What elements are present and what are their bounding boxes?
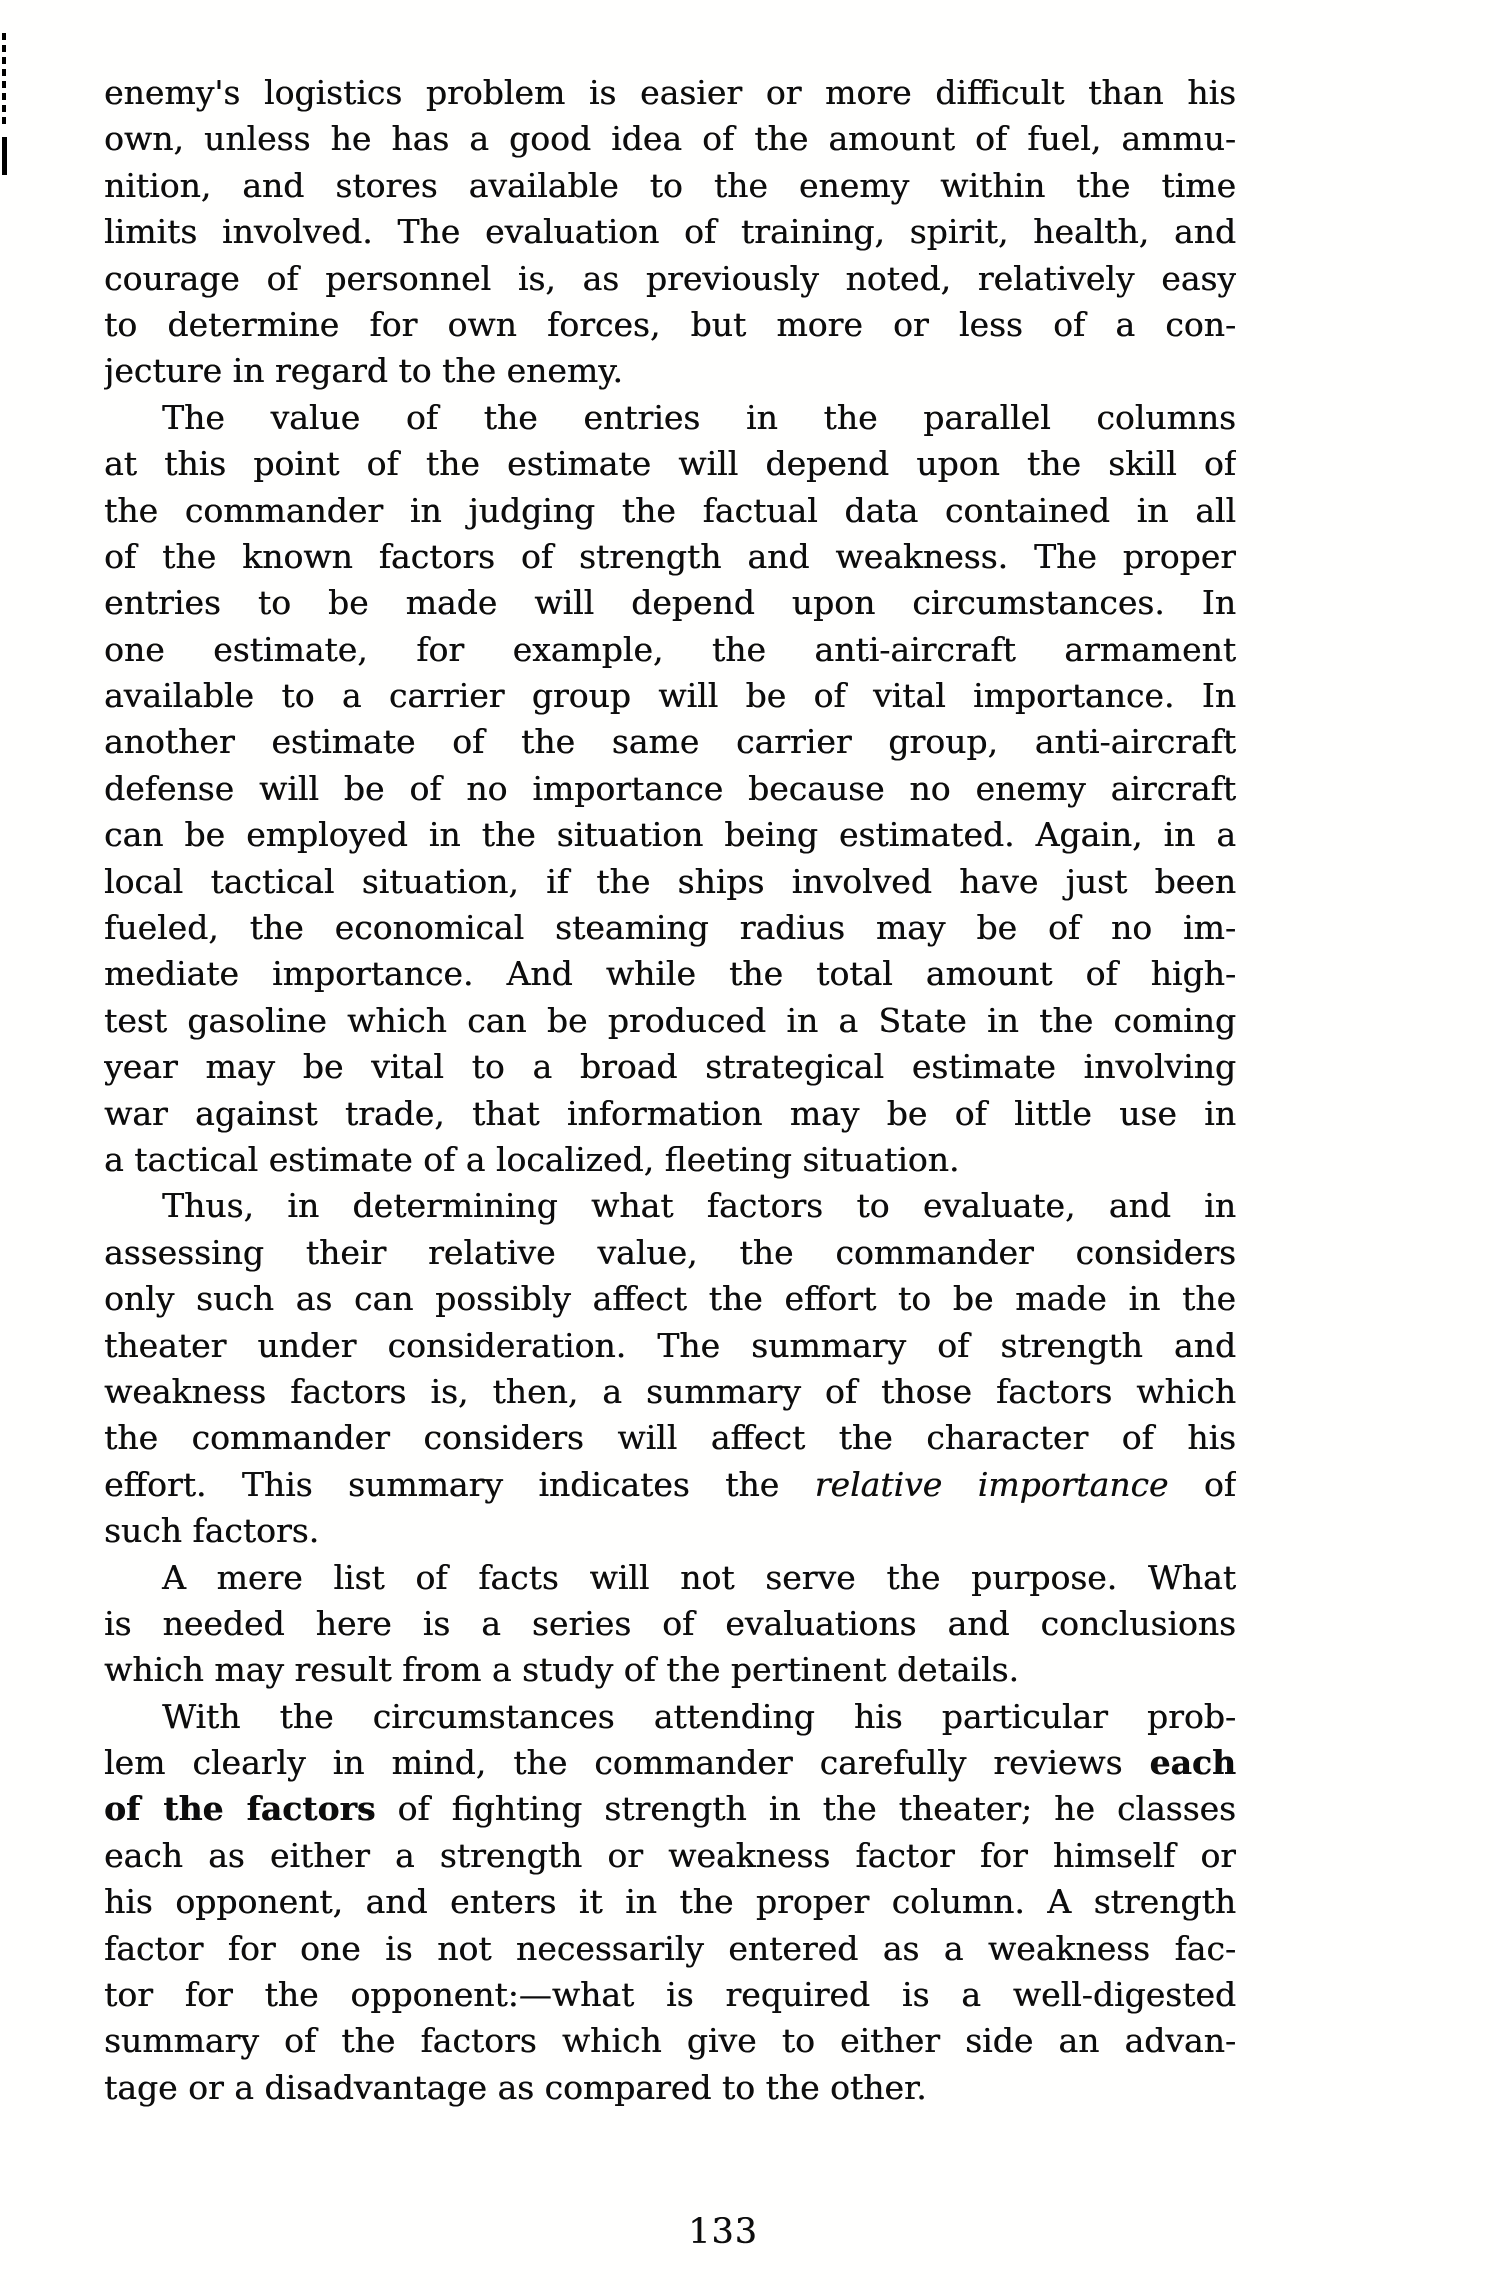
text-run: is needed here is a series of evaluations and conclusions [104,1603,1236,1643]
scan-artifact-top [2,33,6,129]
text-line [104,766,1236,812]
text-run: mediate importance. And while the total amount of high- [104,954,1236,994]
text-run: defense will be of no importance because no enemy aircraft [104,768,1236,808]
text-run: With the circumstances attending his particular prob- [162,1696,1236,1736]
text-run: enemy's logistics problem is easier or more difficult than his [104,73,1236,112]
text-run: assessing their relative value, the commander considers [104,1232,1236,1272]
text-line [104,1137,1236,1183]
text-run: lem clearly in mind, the commander carefully reviews [104,1743,1150,1783]
text-run: available to a carrier group will be of vital importance. In [104,676,1236,716]
text-line [104,163,1236,209]
text-run: courage of personnel is, as previously noted, relatively easy [104,258,1236,298]
text-line [104,1415,1236,1461]
text-line [104,1508,1236,1554]
text-line [104,951,1236,997]
text-run: entries to be made will depend upon circumstances. In [104,583,1236,623]
text-line [104,1369,1236,1415]
text-run-bold: of the factors [104,1789,376,1829]
text-line [104,1879,1236,1925]
text-run: one estimate, for example, the anti-aircraft armament [104,629,1236,669]
text-line [104,1740,1236,1786]
text-run: to determine for own forces, but more or less of a con- [104,304,1236,344]
text-line [104,1091,1236,1137]
text-line [104,1276,1236,1322]
text-run: effort. This summary indicates the [104,1464,815,1504]
text-line [104,534,1236,580]
text-line [104,256,1236,302]
text-run: such factors. [104,1511,320,1551]
text-run: limits involved. The evaluation of training, spirit, health, and [104,212,1236,252]
text-line [104,116,1236,162]
text-line [104,627,1236,673]
text-line [104,812,1236,858]
text-run: the commander considers will affect the character of his [104,1418,1236,1458]
text-run: which may result from a study of the pertinent details. [104,1650,1019,1690]
text-line [104,1833,1236,1879]
scan-artifact-lower [2,137,7,175]
text-run: each as either a strength or weakness factor for himself or [104,1835,1236,1875]
text-line [104,2018,1236,2064]
text-run: at this point of the estimate will depend upon the skill of [104,444,1236,484]
text-run: test gasoline which can be produced in a State in the coming [104,1000,1236,1040]
text-line [104,673,1236,719]
text-run: A mere list of facts will not serve the purpose. What [162,1557,1236,1597]
text-line [104,1323,1236,1369]
text-run: tor for the opponent:—what is required is a well-digested [104,1975,1236,2015]
text-run: nition, and stores available to the enemy within the time [104,165,1236,205]
text-run: his opponent, and enters it in the proper column. A strength [104,1882,1236,1922]
text-run: of the known factors of strength and weakness. The proper [104,536,1236,576]
text-line [104,998,1236,1044]
text-line [104,1926,1236,1972]
text-run: jecture in regard to the enemy. [104,351,623,391]
text-line [104,1183,1236,1229]
text-run: a tactical estimate of a localized, fleeting situation. [104,1139,960,1179]
text-line [104,1786,1236,1832]
text-line [104,488,1236,534]
text-line [104,302,1236,348]
text-line [104,348,1236,394]
text-run-bold: each [1149,1743,1236,1783]
text-run: Thus, in determining what factors to evaluate, and in [162,1186,1236,1226]
text-run: war against trade, that information may be of little use in [104,1093,1236,1133]
text-line [104,859,1236,905]
text-line [104,209,1236,255]
text-run: weakness factors is, then, a summary of those factors which [104,1371,1236,1411]
text-run: another estimate of the same carrier group, anti-aircraft [104,722,1236,762]
text-run-italic: relative importance [814,1464,1169,1504]
text-run: tage or a disadvantage as compared to the other. [104,2067,927,2107]
text-line [104,1555,1236,1601]
text-line [104,1694,1236,1740]
page-number: 133 [688,2212,758,2252]
text-run: theater under consideration. The summary of strength and [104,1325,1236,1365]
page-text [104,70,1236,2111]
text-line [104,580,1236,626]
text-run: can be employed in the situation being estimated. Again, in a [104,815,1236,855]
text-line [104,1972,1236,2018]
text-line [104,1647,1236,1693]
text-run: factor for one is not necessarily entered as a weakness fac- [104,1928,1236,1968]
text-line [104,70,1236,116]
text-run: own, unless he has a good idea of the amount of fuel, ammu- [104,119,1236,159]
text-line [104,1230,1236,1276]
text-line [104,719,1236,765]
text-run: only such as can possibly affect the effort to be made in the [104,1279,1236,1319]
text-line [104,1601,1236,1647]
text-line [104,441,1236,487]
text-line [104,1462,1236,1508]
text-run: summary of the factors which give to either side an advan- [104,2021,1236,2061]
text-line [104,395,1236,441]
text-run: fueled, the economical steaming radius may be of no im- [104,908,1236,948]
text-line [104,1044,1236,1090]
text-run: The value of the entries in the parallel columns [162,397,1236,437]
text-run: the commander in judging the factual data contained in all [104,490,1236,530]
text-line [104,905,1236,951]
text-run: local tactical situation, if the ships involved have just been [104,861,1236,901]
text-run: of [1168,1464,1236,1504]
text-line [104,2065,1236,2111]
text-run: year may be vital to a broad strategical estimate involving [104,1047,1236,1087]
text-run: of fighting strength in the theater; he classes [375,1789,1236,1829]
